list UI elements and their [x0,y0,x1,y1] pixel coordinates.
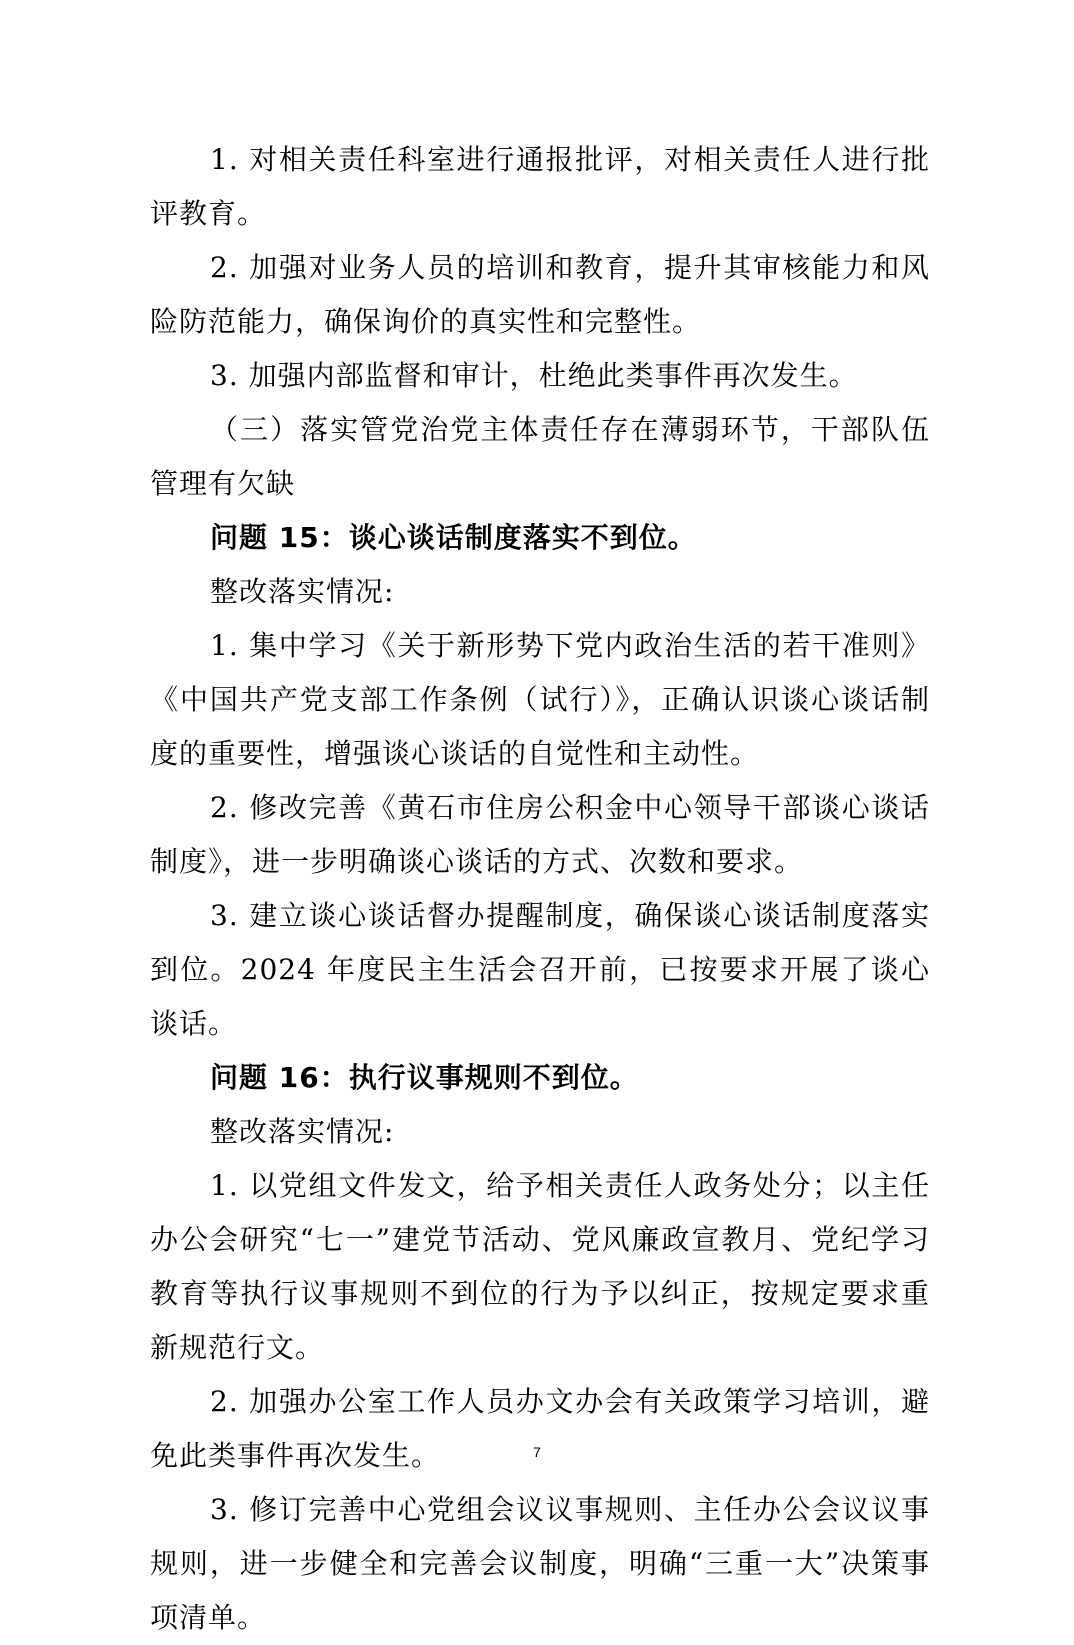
paragraph-2: 2. 加强对业务人员的培训和教育，提升其审核能力和风险防范能力，确保询价的真实性和完整性。 [150,251,930,338]
section-heading-3: （三）落实管党治党主体责任存在薄弱环节，干部队伍管理有欠缺 [150,413,930,500]
issue-16-heading: 问题 16：执行议事规则不到位。 [210,1061,639,1094]
paragraph-16-1: 1. 以党组文件发文，给予相关责任人政务处分；以主任办公会研究“七一”建党节活动、党风廉政宣教月、党纪学习教育等执行议事规则不到位的行为予以纠正，按规定要求重新规范行文。 [150,1169,930,1364]
paragraph-16-3: 3. 修订完善中心党组会议议事规则、主任办公会议议事规则，进一步健全和完善会议制度，明确“三重一大”决策事项清单。 [150,1493,930,1634]
page-body [150,133,930,1645]
rectification-label-15: 整改落实情况: [210,575,395,608]
paragraph-15-3: 3. 建立谈心谈话督办提醒制度，确保谈心谈话制度落实到位。2024 年度民主生活会召开前，已按要求开展了谈心谈话。 [150,899,930,1040]
rectification-label-16: 整改落实情况: [210,1115,395,1148]
paragraph-15-1: 1. 集中学习《关于新形势下党内政治生活的若干准则》《中国共产党支部工作条例（试行）》，正确认识谈心谈话制度的重要性，增强谈心谈话的自觉性和主动性。 [150,629,930,770]
page-number: 7 [533,1444,541,1460]
paragraph-3: 3. 加强内部监督和审计，杜绝此类事件再次发生。 [210,359,858,392]
paragraph-15-2: 2. 修改完善《黄石市住房公积金中心领导干部谈心谈话制度》，进一步明确谈心谈话的方式、次数和要求。 [150,791,930,878]
paragraph-16-2: 2. 加强办公室工作人员办文办会有关政策学习培训，避免此类事件再次发生。 [150,1385,930,1472]
paragraph-1: 1. 对相关责任科室进行通报批评，对相关责任人进行批评教育。 [150,143,930,230]
issue-15-heading: 问题 15：谈心谈话制度落实不到位。 [210,521,697,554]
